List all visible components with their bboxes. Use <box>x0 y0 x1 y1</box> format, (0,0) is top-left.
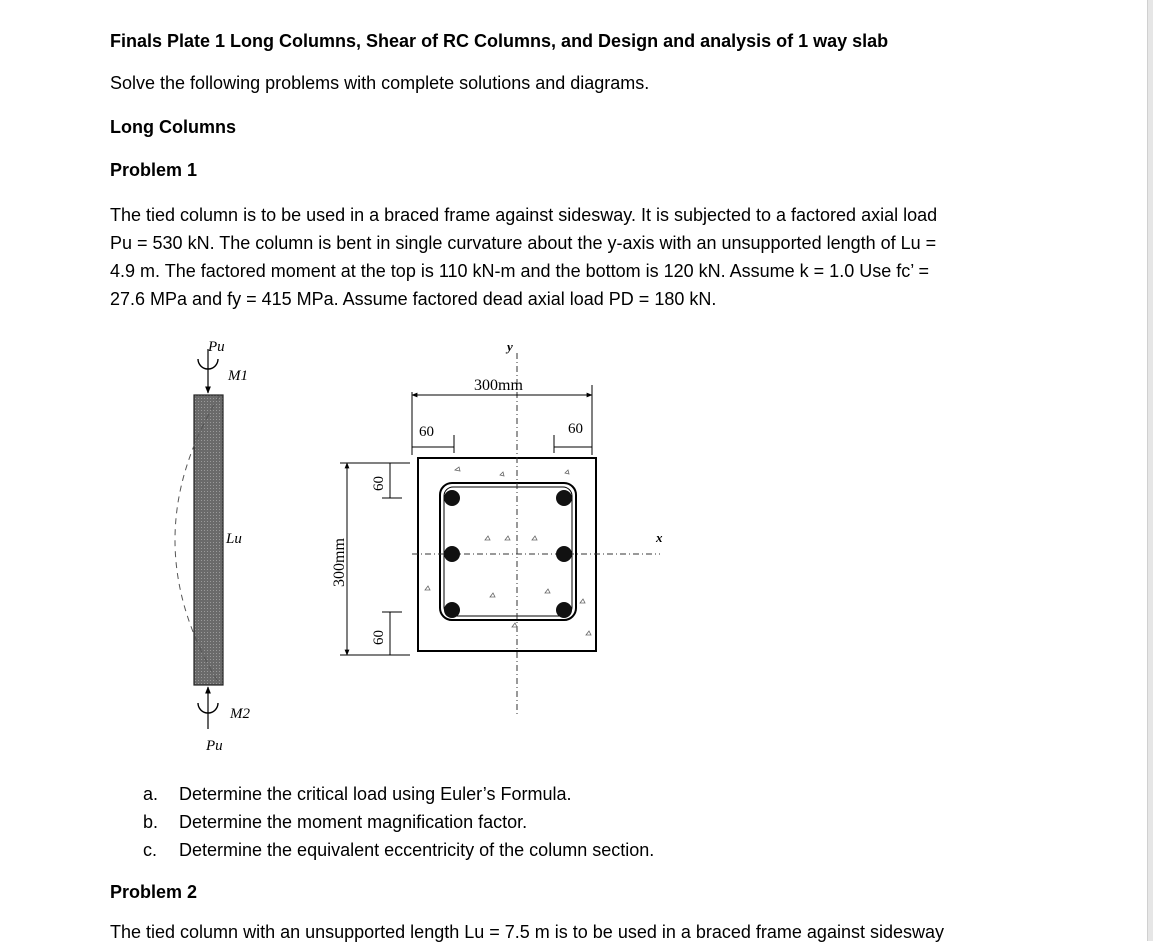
column-figure <box>150 335 690 765</box>
statement-line: Pu = 530 kN. The column is bent in single curvature about the y-axis with an unsupported length of Lu = <box>110 233 937 253</box>
problem2-title: Problem 2 <box>110 882 198 902</box>
question-text: Determine the critical load using Euler’s Formula. <box>179 784 572 804</box>
list-marker: c. <box>143 840 158 860</box>
question-text: Determine the equivalent eccentricity of the column section. <box>179 840 655 860</box>
rebar <box>556 490 572 506</box>
rebar <box>444 602 460 618</box>
lu-label: Lu <box>226 531 242 547</box>
problem1-title: Problem 1 <box>110 160 198 180</box>
m1-label: M1 <box>228 368 248 384</box>
cover-left-label: 60 <box>419 424 434 440</box>
x-axis-label: x <box>656 530 663 545</box>
height-dimension-label: 300mm <box>331 538 348 587</box>
problem1-statement <box>110 201 1010 313</box>
statement-line: The tied column is to be used in a braced frame against sidesway. It is subjected to a factored axial load <box>110 205 938 225</box>
rebar <box>556 602 572 618</box>
pu-bottom-label: Pu <box>206 738 223 754</box>
column-body <box>194 395 223 685</box>
width-dimension-label: 300mm <box>474 377 523 394</box>
column-cross-section <box>340 353 660 715</box>
column-elevation <box>175 349 223 729</box>
question-text: Determine the moment magnification factor. <box>179 812 528 832</box>
section-title: Long Columns <box>110 117 236 137</box>
statement-line: 4.9 m. The factored moment at the top is 110 kN-m and the bottom is 120 kN. Assume k = 1.0 Use fc’ = <box>110 261 930 281</box>
statement-line: 27.6 MPa and fy = 415 MPa. Assume factored dead axial load PD = 180 kN. <box>110 289 717 309</box>
cover-right-label: 60 <box>568 421 583 437</box>
list-item <box>143 780 654 808</box>
problem2-statement: The tied column with an unsupported length Lu = 7.5 m is to be used in a braced frame against sidesway <box>110 922 944 942</box>
list-marker: a. <box>143 784 159 804</box>
instructions-text: Solve the following problems with complete solutions and diagrams. <box>110 73 650 93</box>
rebar <box>444 546 460 562</box>
list-marker: b. <box>143 812 159 832</box>
rebar <box>556 546 572 562</box>
document-heading: Finals Plate 1 Long Columns, Shear of RC Columns, and Design and analysis of 1 way slab <box>110 31 889 51</box>
y-axis-label: y <box>507 339 513 354</box>
cover-bottom-label: 60 <box>371 630 387 645</box>
pu-top-label: Pu <box>208 339 225 355</box>
list-item <box>143 808 654 836</box>
m2-label: M2 <box>230 706 250 722</box>
problem1-questions <box>143 780 654 864</box>
scrollbar-edge <box>1147 0 1153 941</box>
cover-top-label: 60 <box>371 476 387 491</box>
list-item <box>143 836 654 864</box>
rebar <box>444 490 460 506</box>
